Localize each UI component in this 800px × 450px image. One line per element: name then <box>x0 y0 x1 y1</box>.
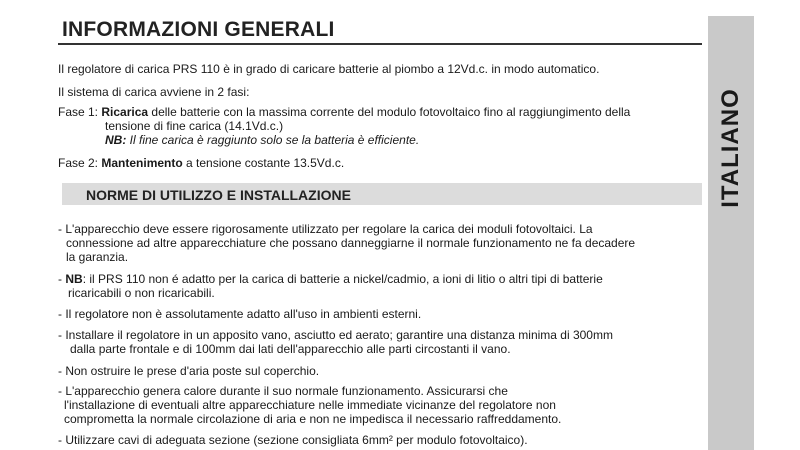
rule-1-line-1: - L'apparecchio deve essere rigorosamente utilizzato per regolare la carica dei moduli fotovoltaici. La <box>58 222 593 236</box>
language-tab-label: ITALIANO <box>717 88 744 208</box>
phase1-line <box>58 105 630 119</box>
phase2-line <box>58 156 344 170</box>
rule-6-line-3: comprometta la normale circolazione di aria e non ne impedisca il necessario raffreddamento. <box>64 412 562 426</box>
rule-4-line-2: dalla parte frontale e di 100mm dai lati dell'apparecchio alle parti circostanti il vano. <box>70 342 511 356</box>
rule-7: - Utilizzare cavi di adeguata sezione (sezione consigliata 6mm² per modulo fotovoltaico). <box>58 433 528 447</box>
phase1-note <box>105 133 419 147</box>
phase1-text: delle batterie con la massima corrente del modulo fotovoltaico fino al raggiungimento della <box>148 105 631 119</box>
phase2-prefix: Fase 2: <box>58 156 102 170</box>
phase2-text: a tensione costante 13.5Vd.c. <box>182 156 345 170</box>
phase1-continuation: tensione di fine carica (14.1Vd.c.) <box>105 119 284 133</box>
phase2-bold-term: Mantenimento <box>101 156 183 170</box>
phase1-note-text: Il fine carica è raggiunto solo se la batteria è efficiente. <box>126 133 420 147</box>
phase1-prefix: Fase 1: <box>58 105 102 119</box>
title-divider <box>58 43 702 45</box>
phase1-note-label: NB: <box>105 133 127 147</box>
page-title: INFORMAZIONI GENERALI <box>62 18 335 41</box>
language-tab <box>708 16 754 450</box>
intro-phases-line: Il sistema di carica avviene in 2 fasi: <box>58 85 250 99</box>
rule-2-bold: NB <box>65 272 83 286</box>
rule-2-line-2: ricaricabili o non ricaricabili. <box>68 286 215 300</box>
rule-2-prefix: - <box>58 272 66 286</box>
intro-paragraph: Il regolatore di carica PRS 110 è in grado di caricare batterie al piombo a 12Vd.c. in modo automatico. <box>58 62 600 76</box>
rule-1-line-2: connessione ad altre apparecchiature che possano danneggiarne il normale funzionamento ne fa decadere <box>66 236 636 250</box>
section-title: NORME DI UTILIZZO E INSTALLAZIONE <box>86 187 351 203</box>
rule-4-line-1: - Installare il regolatore in un apposito vano, asciutto ed aerato; garantire una distanza minima di 300mm <box>58 328 613 342</box>
rule-6-line-1: - L'apparecchio genera calore durante il suo normale funzionamento. Assicurarsi che <box>58 384 508 398</box>
rule-5: - Non ostruire le prese d'aria poste sul coperchio. <box>58 364 320 378</box>
rule-2-line-1 <box>58 272 603 286</box>
phase1-bold-term: Ricarica <box>101 105 149 119</box>
rule-1-line-3: la garanzia. <box>66 250 129 264</box>
rule-2-text: : il PRS 110 non é adatto per la carica di batterie a nickel/cadmio, a ioni di litio o altri tipi di batterie <box>82 272 603 286</box>
rule-3: - Il regolatore non è assolutamente adatto all'uso in ambienti esterni. <box>58 307 422 321</box>
rule-6-line-2: l'installazione di eventuali altre apparecchiature nelle immediate vicinanze del regolatore non <box>64 398 556 412</box>
